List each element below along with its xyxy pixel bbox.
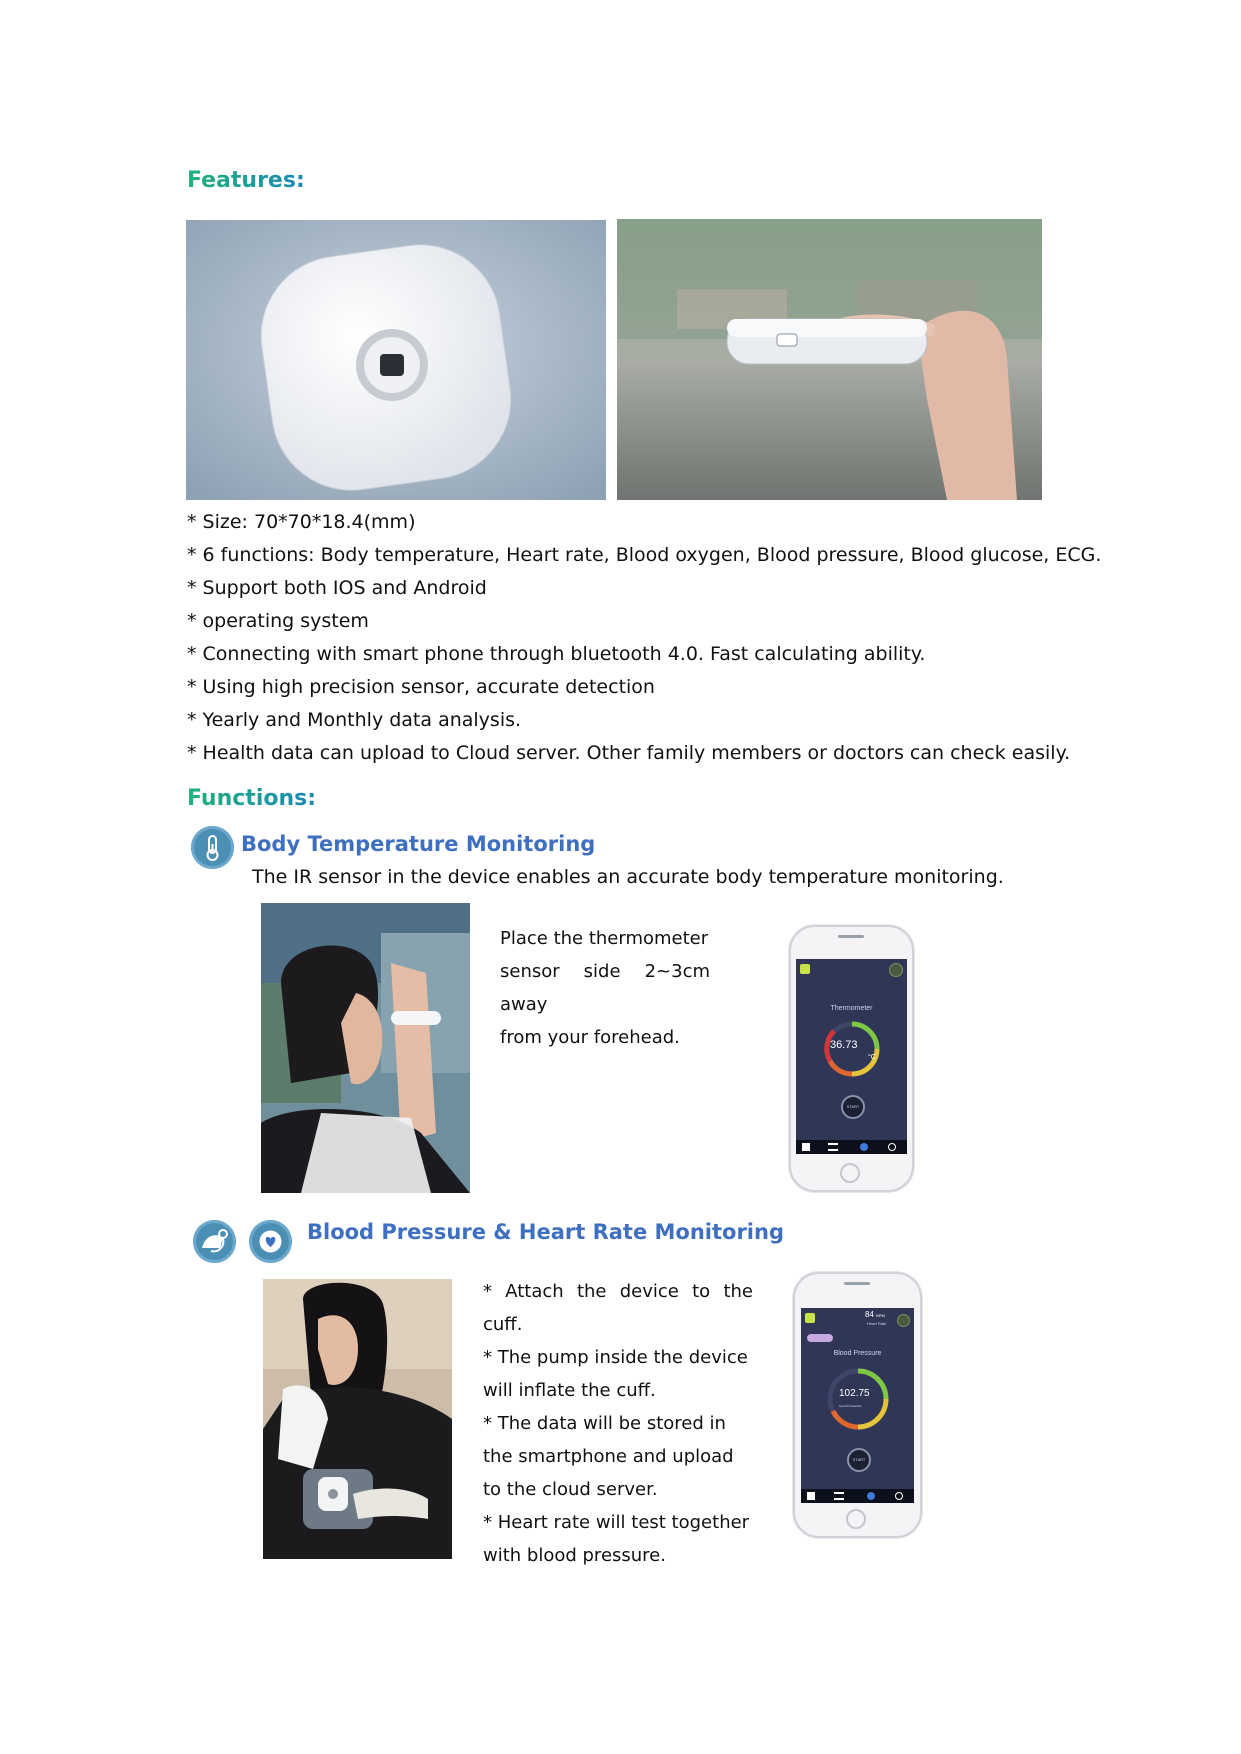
- home-button[interactable]: [840, 1163, 860, 1183]
- feature-item: * 6 functions: Body temperature, Heart rate, Blood oxygen, Blood pressure, Blood glucose, ECG.: [187, 544, 1102, 566]
- grid-icon[interactable]: [802, 1143, 810, 1151]
- heart-rate-number: 84: [865, 1310, 874, 1319]
- instruction-line: will inflate the cuff.: [483, 1380, 656, 1401]
- blood-pressure-sub-labels: Systolic Diastolic: [839, 1404, 862, 1408]
- instruction-line: * Attach the device to the cuff.: [483, 1281, 753, 1335]
- heart-rate-value: [865, 1310, 885, 1319]
- temperature-reading: 36.73: [830, 1039, 858, 1051]
- avatar: [800, 964, 810, 974]
- functions-heading: Functions:: [187, 786, 317, 811]
- blood-pressure-section-title: Blood Pressure & Heart Rate Monitoring: [307, 1220, 784, 1244]
- share-icon[interactable]: [895, 1492, 903, 1500]
- app-title: Thermometer: [830, 1005, 873, 1012]
- blood-pressure-reading: 102.75: [839, 1388, 870, 1399]
- settings-icon[interactable]: [897, 1314, 910, 1327]
- bluetooth-icon[interactable]: [867, 1492, 875, 1500]
- mode-toggle[interactable]: [807, 1334, 833, 1342]
- instruction-line: to the cloud server.: [483, 1479, 658, 1500]
- temperature-instruction: [500, 922, 710, 1054]
- temperature-section-title: Body Temperature Monitoring: [241, 832, 596, 856]
- settings-icon[interactable]: [889, 963, 903, 977]
- blood-pressure-instruction: [483, 1275, 753, 1572]
- blood-pressure-gauge: [825, 1366, 891, 1432]
- instruction-line: the smartphone and upload: [483, 1446, 734, 1467]
- woman-cuff-photo: [263, 1279, 452, 1559]
- phone-speaker: [844, 1282, 870, 1285]
- list-icon[interactable]: [828, 1143, 838, 1151]
- bluetooth-icon[interactable]: [860, 1143, 868, 1151]
- instruction-line: * The pump inside the device: [483, 1347, 748, 1368]
- share-icon[interactable]: [888, 1143, 896, 1151]
- avatar: [805, 1313, 815, 1323]
- feature-item: * Using high precision sensor, accurate detection: [187, 676, 655, 698]
- app-screen: [796, 959, 907, 1154]
- temperature-intro: The IR sensor in the device enables an accurate body temperature monitoring.: [252, 866, 1004, 888]
- feature-item: * operating system: [187, 610, 369, 632]
- thermometer-icon: [191, 826, 234, 869]
- app-screen: [801, 1308, 914, 1503]
- woman-thermometer-photo: [261, 903, 470, 1193]
- list-icon[interactable]: [834, 1492, 844, 1500]
- blood-pressure-cuff-icon: [193, 1220, 236, 1263]
- instruction-line: * Heart rate will test together: [483, 1512, 750, 1533]
- features-heading: Features:: [187, 168, 305, 193]
- feature-item: * Yearly and Monthly data analysis.: [187, 709, 522, 731]
- instruction-line: Place the thermometer: [500, 928, 709, 949]
- heart-rate-unit: BPM: [876, 1313, 885, 1318]
- phone-blood-pressure-app: [793, 1272, 922, 1538]
- features-list: [187, 506, 1102, 770]
- feature-item: * Support both IOS and Android: [187, 577, 487, 599]
- start-button[interactable]: START: [841, 1095, 865, 1119]
- app-title: Blood Pressure: [833, 1350, 882, 1357]
- feature-item: * Connecting with smart phone through bluetooth 4.0. Fast calculating ability.: [187, 643, 926, 665]
- instruction-line: from your forehead.: [500, 1027, 680, 1048]
- temperature-unit: °C: [868, 1054, 876, 1061]
- instruction-line: with blood pressure.: [483, 1545, 666, 1566]
- heart-rate-label: Heart Rate: [867, 1321, 887, 1326]
- grid-icon[interactable]: [807, 1492, 815, 1500]
- app-tab-bar: [796, 1140, 907, 1154]
- instruction-line: * The data will be stored in: [483, 1413, 726, 1434]
- app-tab-bar: [801, 1489, 914, 1503]
- home-button[interactable]: [846, 1509, 866, 1529]
- feature-item: * Size: 70*70*18.4(mm): [187, 511, 416, 533]
- instruction-line: sensor side 2~3cm away: [500, 961, 710, 1015]
- device-photo-top-view: [186, 220, 606, 500]
- device-photo-in-hand: [617, 219, 1042, 500]
- heart-rate-icon: [249, 1220, 292, 1263]
- feature-item: * Health data can upload to Cloud server. Other family members or doctors can check easily.: [187, 742, 1071, 764]
- phone-thermometer-app: [789, 925, 914, 1192]
- phone-speaker: [838, 935, 864, 938]
- start-button[interactable]: START: [847, 1448, 871, 1472]
